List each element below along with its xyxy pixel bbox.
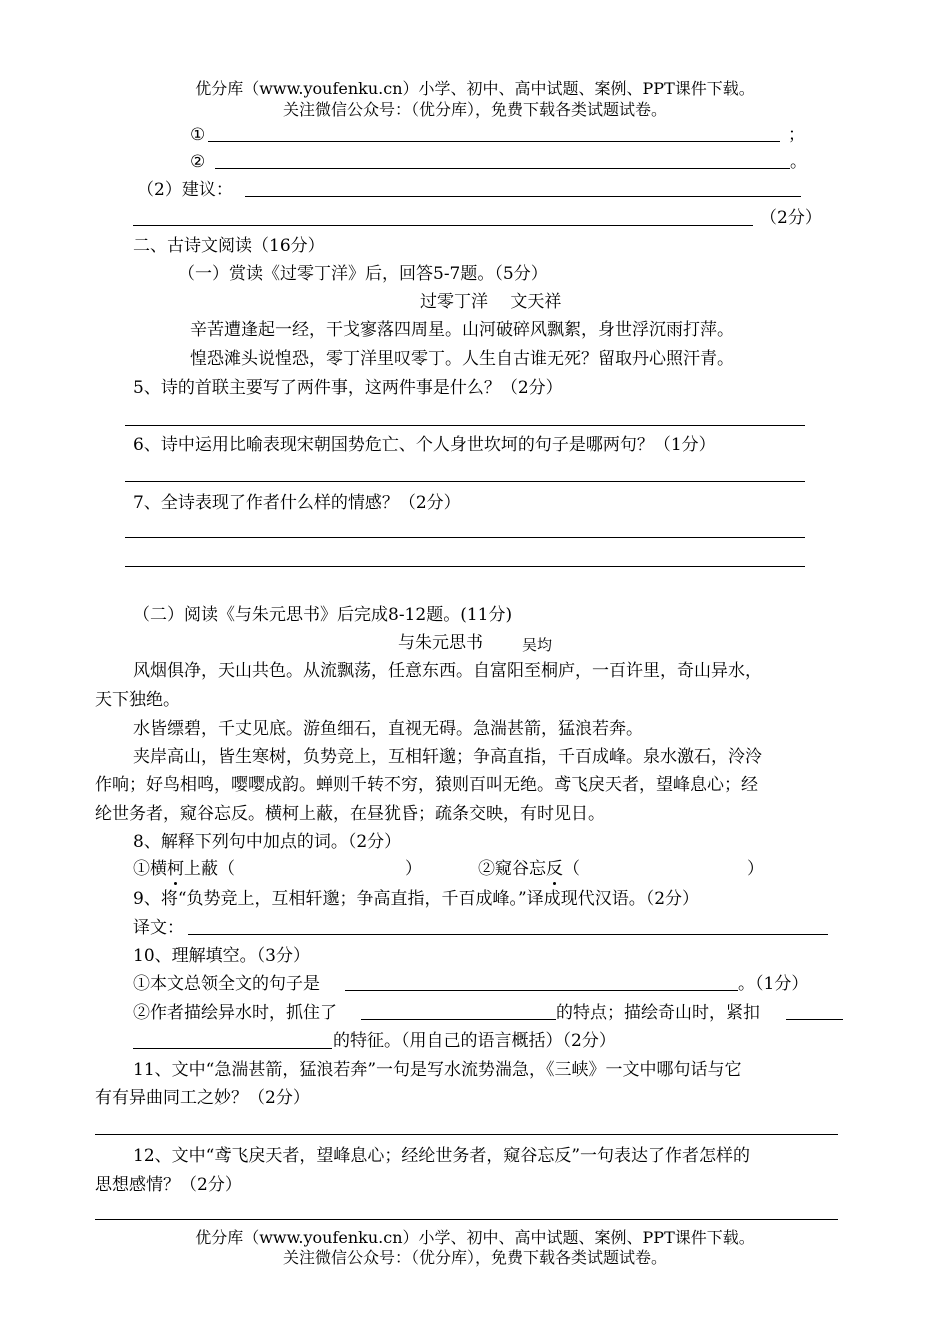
q12-answer-line[interactable] [95,1219,838,1220]
q7-answer-line-1[interactable] [125,537,805,538]
q7-answer-line-2[interactable] [125,566,805,567]
poem-title: 过零丁洋 文天祥 [420,292,562,312]
q6-answer-line[interactable] [125,481,805,482]
poem-line-2: 惶恐滩头说惶恐，零丁洋里叹零丁。人生自古谁无死？留取丹心照汗青。 [190,349,734,369]
answer-item-2-label: ② [190,152,206,172]
question-12-line-1: 12、文中“鸢飞戾天者，望峰息心；经纶世务者，窥谷忘反”一句表达了作者怎样的 [133,1146,751,1166]
answer-line-2[interactable] [215,168,790,169]
question-11-line-2: 有有异曲同工之妙？（2分） [95,1088,310,1108]
q10-item-b: ②作者描绘异水时，抓住了 [133,1003,337,1023]
q10-item-a: ①本文总领全文的句子是 [133,974,320,994]
question-11-line-1: 11、文中“急湍甚箭，猛浪若奔”一句是写水流势湍急，《三峡》一文中哪句话与它 [133,1060,742,1080]
suggestion-line-2[interactable] [133,225,753,226]
passage-p2: 水皆缥碧，千丈见底。游鱼细石，直视无碍。急湍甚箭，猛浪若奔。 [133,719,643,739]
answer-item-2-end: 。 [790,152,807,172]
question-6: 6、诗中运用比喻表现宋朝国势危亡、个人身世坎坷的句子是哪两句？（1分） [133,435,716,455]
suggestion-line-1[interactable] [245,196,801,197]
q10-item-b-mid: 的特点；描绘奇山时，紧扣 [556,1003,760,1023]
poem-line-1: 辛苦遭逢起一经，干戈寥落四周星。山河破碎风飘絮，身世浮沉雨打萍。 [190,320,734,340]
suggestion-score: （2分） [760,208,822,228]
text-author: 吴均 [522,636,553,654]
q10-b-blank-1[interactable] [361,1019,556,1020]
question-9: 9、将“负势竞上，互相轩邈；争高直指，千百成峰。”译成现代汉语。（2分） [133,889,700,909]
q10-item-b-end: 的特征。（用自己的语言概括）（2分） [333,1031,616,1051]
footer-line-2: 关注微信公众号：（优分库），免费下载各类试题试卷。 [282,1248,667,1267]
q8-item-b-close: ） [747,859,764,879]
passage-p3-line-1: 夹岸高山，皆生寒树，负势竞上，互相轩邈；争高直指，千百成峰。泉水激石，泠泠 [133,747,762,767]
answer-item-1-end: ； [788,125,805,145]
q10-b-blank-2a[interactable] [786,1019,843,1020]
q8-item-a-close: ） [405,859,422,879]
q10-item-a-end: 。（1分） [738,974,809,994]
header-line-1: 优分库（www.youfenku.cn）小学、初中、高中试题、案例、PPT课件下载。 [195,79,755,98]
q9-answer-line[interactable] [188,934,828,935]
passage-p1-line-1: 风烟俱净，天山共色。从流飘荡，任意东西。自富阳至桐庐，一百许里，奇山异水， [133,661,762,681]
q9-label: 译文： [133,918,184,938]
question-5: 5、诗的首联主要写了两件事，这两件事是什么？（2分） [133,378,563,398]
text-title: 与朱元思书 [398,633,483,653]
passage-p1-line-2: 天下独绝。 [95,690,180,710]
passage-p3-line-3: 纶世务者，窥谷忘反。横柯上蔽，在昼犹昏；疏条交映，有时见日。 [95,804,605,824]
q10-b-blank-2b[interactable] [133,1048,332,1049]
q5-answer-line[interactable] [125,425,805,426]
passage-p3-line-2: 作响；好鸟相鸣，嘤嘤成韵。蝉则千转不穷，猿则百叫无绝。鸢飞戾天者，望峰息心；经 [95,775,758,795]
q10-a-blank[interactable] [345,990,738,991]
question-12-line-2: 思想感情？（2分） [95,1175,242,1195]
question-8: 8、解释下列句中加点的词。（2分） [133,832,402,852]
suggestion-label: （2）建议： [137,180,233,200]
q8-item-a: ①横柯上蔽（ [133,859,235,879]
footer-line-1: 优分库（www.youfenku.cn）小学、初中、高中试题、案例、PPT课件下载。 [195,1228,755,1247]
part-1-title: （一）赏读《过零丁洋》后，回答5-7题。（5分） [178,264,548,284]
question-10: 10、理解填空。（3分） [133,946,310,966]
question-7: 7、全诗表现了作者什么样的情感？（2分） [133,493,461,513]
answer-item-1-label: ① [190,125,206,145]
section-2-title: 二、古诗文阅读（16分） [133,236,325,256]
part-2-title: （二）阅读《与朱元思书》后完成8-12题。(11分) [133,605,513,625]
q11-answer-line[interactable] [95,1134,838,1135]
header-line-2: 关注微信公众号：（优分库），免费下载各类试题试卷。 [282,100,667,119]
q8-item-b: ②窥谷忘反（ [478,859,580,879]
answer-line-1[interactable] [208,141,780,142]
